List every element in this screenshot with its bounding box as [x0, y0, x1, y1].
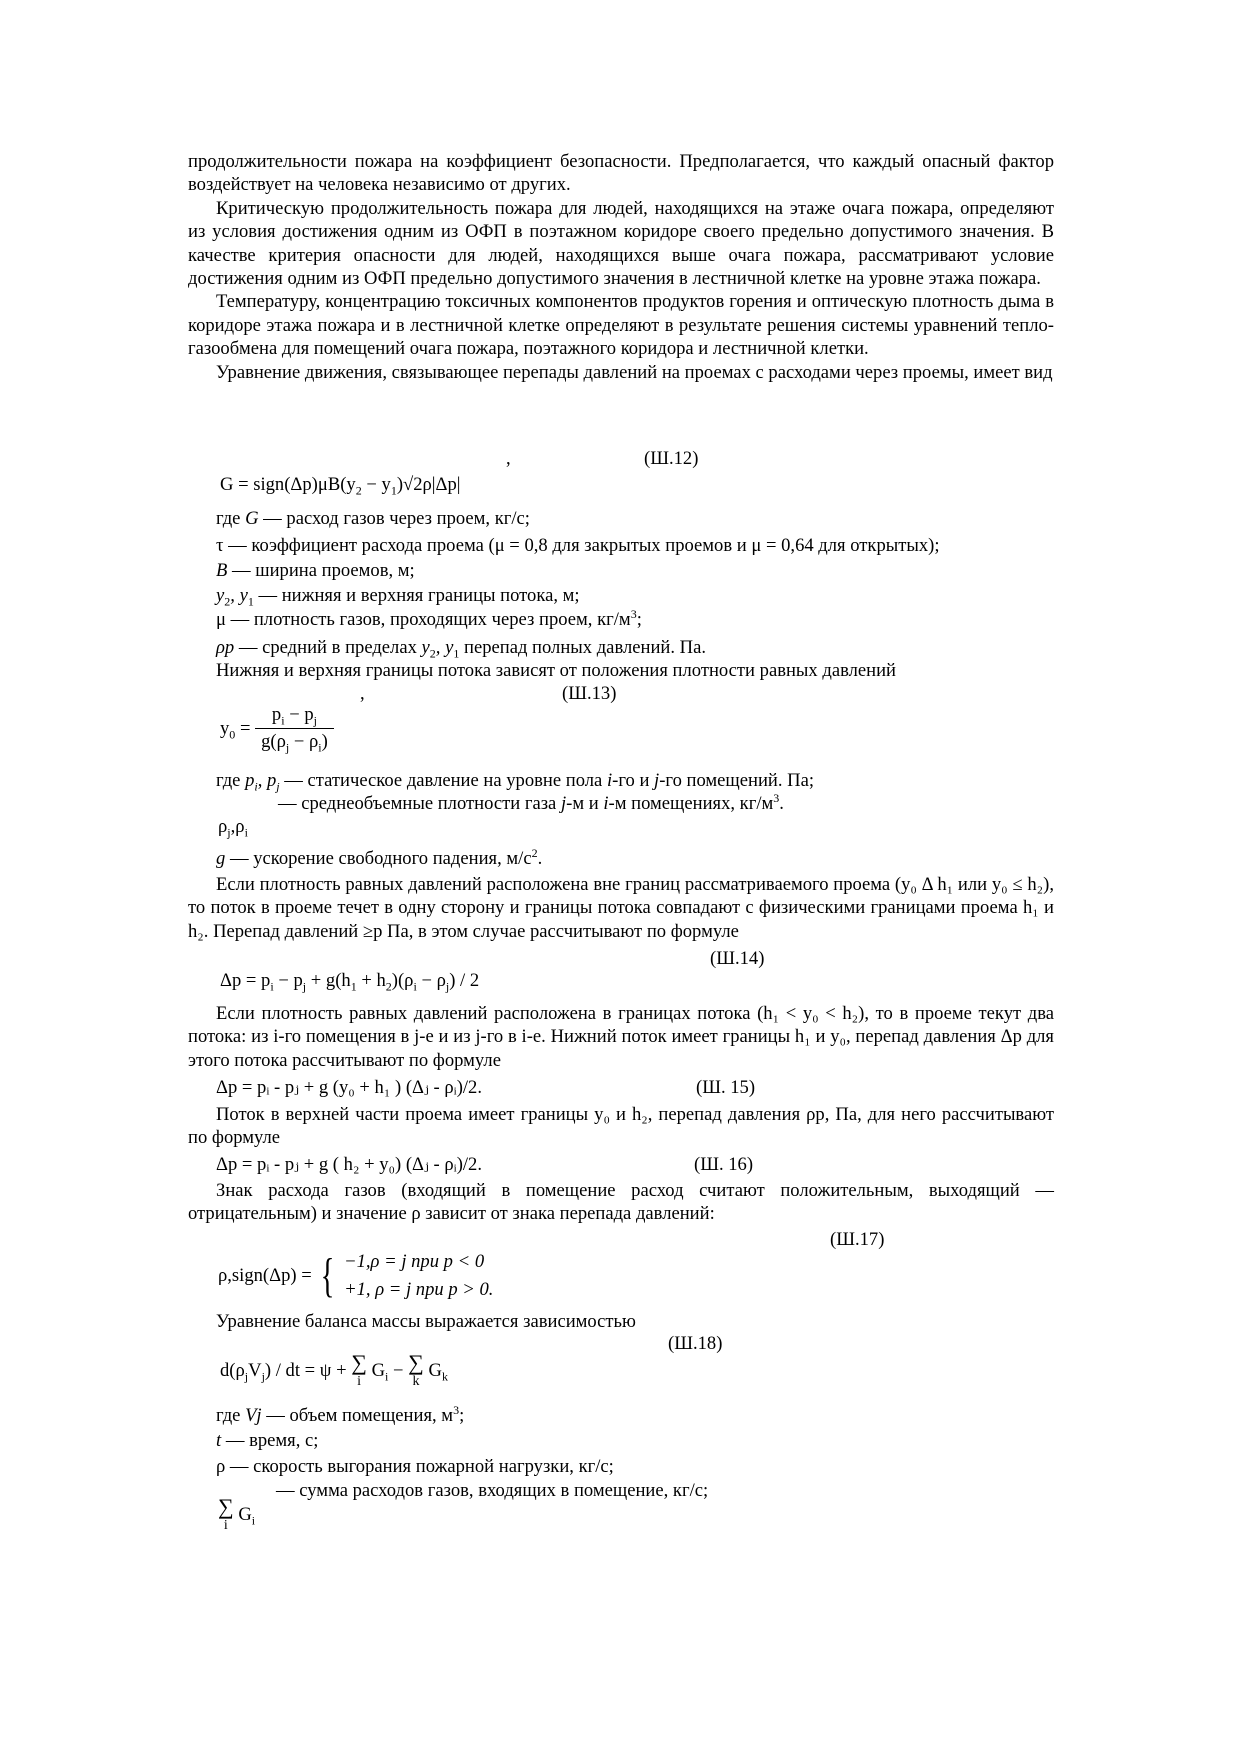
def-symbol: y: [421, 637, 430, 658]
eq13-part: p: [271, 704, 282, 725]
eq13-part: ): [321, 731, 328, 752]
eq18-sub: k: [441, 1369, 448, 1384]
def-g: [216, 845, 543, 870]
def-v: [216, 1402, 465, 1427]
def-text: -м помещениях, кг/м: [608, 793, 774, 814]
def-text: — ускорение свободного падения, м/с: [225, 848, 532, 869]
paragraph-9: Знак расхода газов (входящий в помещение расход считают положительным, выходящий — отрицательным) и значение ρ зависит от знака перепада давлений:: [188, 1180, 1054, 1225]
eq13-part: − ρ: [289, 731, 319, 752]
eq-part: G: [238, 1504, 252, 1525]
equation-12: [220, 474, 460, 496]
def-text: -го и: [612, 770, 655, 791]
def-sub: i: [254, 779, 258, 794]
eq14-part: Δp = p: [220, 970, 271, 991]
eq13-numerator: [255, 704, 334, 729]
def-symbol: g: [216, 848, 226, 869]
def-text: где: [216, 508, 246, 529]
document-page: [188, 150, 1054, 384]
def-sup: 3: [453, 1402, 460, 1417]
def-text: .: [537, 848, 543, 869]
eq13-sub: 0: [229, 727, 236, 742]
def-symbol: , y: [435, 637, 454, 658]
eq12-part: )√2ρ|Δp|: [396, 474, 461, 495]
equation-17: [218, 1248, 493, 1304]
eq13-part: g(ρ: [261, 731, 286, 752]
def-symbol: i: [603, 793, 609, 814]
eq14-label: (Ш.14): [710, 948, 765, 969]
eq14-part: ) / 2: [449, 970, 480, 991]
sum-gi: [218, 1496, 234, 1534]
eq14-part: − ρ: [416, 970, 446, 991]
def-b: [216, 560, 415, 582]
eq14-sub: j: [302, 979, 307, 994]
paragraph-6: Если плотность равных давлений расположена вне границ рассматриваемого проема (y₀ Δ h₁ или y₀ ≤ h₂), то поток в проеме течет в одну сторону и границы потока совпадают с физическими границами проема h₁ и h₂. Перепад давлений ≥p Па, в этом случае рассчитывают по формуле: [188, 874, 1054, 942]
def-symbol: y: [216, 585, 225, 606]
eq14-part: + h: [356, 970, 386, 991]
eq18-term-gk: [429, 1360, 448, 1382]
equation-18: [220, 1352, 448, 1390]
def-rho: [278, 790, 784, 815]
eq12-part: G = sign(Δp)μB(y: [220, 474, 356, 495]
paragraph-4: Уравнение движения, связывающее перепады давлений на проемах с расходами через проемы, имеет вид: [216, 361, 1053, 383]
def-rho-burn: ρ — скорость выгорания пожарной нагрузки, кг/с;: [216, 1456, 614, 1477]
eq12-sub1: 1: [390, 483, 397, 498]
eq18-sum-i: [351, 1352, 367, 1390]
def-sub: 1: [453, 646, 460, 661]
sigma-icon: ∑: [351, 1350, 367, 1375]
paragraph-7-block: [188, 1002, 1054, 1072]
def-symbol: G: [245, 508, 259, 529]
eq14-sub: i: [270, 979, 274, 994]
paragraph-8: Поток в верхней части проема имеет границы y₀ и h₂, перепад давления ρp, Па, для него рассчитывают по формуле: [188, 1104, 1054, 1149]
def-symbol: p: [245, 770, 255, 791]
paragraph-10: Уравнение баланса массы выражается зависимостью: [216, 1311, 636, 1332]
eq13-sub: i: [318, 740, 322, 755]
eq13-denominator: [255, 729, 334, 753]
def-tau: τ — коэффициент расхода проема (μ = 0,8 для закрытых проемов и μ = 0,64 для открытых);: [216, 535, 940, 556]
sum-gi-term: [238, 1504, 255, 1526]
eq18-label: (Ш.18): [668, 1333, 723, 1354]
eq12-comma: ,: [506, 448, 511, 469]
def-text: — расход газов через проем, кг/с;: [258, 508, 530, 529]
def-sub: 2: [429, 646, 436, 661]
def-text: ;: [636, 609, 642, 630]
def-p: [216, 770, 814, 792]
eq13-part: =: [235, 717, 251, 739]
eq-sub: i: [251, 1513, 256, 1528]
def-rp: [216, 637, 706, 659]
def-text: μ — плотность газов, проходящих через проем, кг/м: [216, 609, 631, 630]
def-symbol: B: [216, 560, 228, 581]
eq13-label: (Ш.13): [562, 683, 617, 704]
eq12-part: − y: [361, 474, 391, 495]
eq13-part: y: [220, 717, 230, 739]
paragraph-6-block: [188, 873, 1054, 943]
def-symbol: ρp: [216, 637, 235, 658]
def-y: [216, 585, 580, 607]
eq17-case-2: +1, ρ = j при p > 0.: [344, 1279, 494, 1300]
eq13-fraction: [255, 704, 334, 753]
eq18-sub: j: [261, 1369, 265, 1384]
eq15-label: (Ш. 15): [696, 1077, 756, 1098]
def-symbol: , y: [230, 585, 248, 606]
def-sup: 3: [630, 606, 637, 621]
eq18-part: ) / dt = ψ +: [264, 1360, 347, 1381]
def-sub: 2: [224, 594, 231, 609]
def-mu: [216, 606, 642, 631]
eq17-cases: [344, 1248, 493, 1304]
def-text: — время, с;: [221, 1430, 319, 1451]
eq18-sub: i: [385, 1369, 389, 1384]
def-symbol: i: [606, 770, 613, 791]
eq13-sub: j: [313, 713, 317, 728]
eq14-part: + g(h: [306, 970, 351, 991]
def-t: [216, 1430, 318, 1452]
sigma-icon: ∑: [408, 1350, 424, 1375]
eq13-part: − p: [284, 704, 314, 725]
eq16-label: (Ш. 16): [694, 1154, 754, 1175]
eq17-lhs: ρ,sign(Δp) =: [218, 1265, 312, 1286]
sum-index: i: [223, 1518, 228, 1533]
def-text: — среднеобъемные плотности газа: [278, 793, 561, 814]
eq14-part: )(ρ: [391, 970, 414, 991]
equation-14: [220, 970, 479, 992]
paragraph-2: Критическую продолжительность пожара для людей, находящихся на этаже очага пожара, определяют из условия достижения одним из ОФП в поэтажном коридоре своего предельно допустимого значения. В качестве критерия опасности для людей, находящихся выше очага пожара, рассматривают условие достижения одним из ОФП предельно допустимого значения в лестничной клетке на уровне этажа пожара.: [188, 197, 1054, 290]
paragraph-7: Если плотность равных давлений расположена в границах потока (h₁ < y₀ < h₂), то в проеме текут два потока: из i-го помещения в j-е и из j-го в i-е. Нижний поток имеет границы h₁ и y₀, перепад давления Δp для этого потока рассчитывают по формуле: [188, 1003, 1054, 1071]
eq17-label: (Ш.17): [830, 1229, 885, 1250]
def-sup: 2: [531, 845, 538, 860]
eq13-sub: i: [281, 713, 285, 728]
def-text: — статическое давление на уровне пола: [279, 770, 607, 791]
sigma-icon: ∑: [218, 1494, 234, 1519]
def-text: .: [779, 793, 784, 814]
def-sup: 3: [773, 790, 780, 805]
def-symbol: p: [267, 770, 277, 791]
eq18-part: V: [248, 1360, 262, 1381]
eq-sub: i: [244, 825, 248, 840]
equation-15: Δp = pᵢ - pⱼ + g (y₀ + h₁ ) (Δⱼ - ρᵢ)/2.: [216, 1077, 482, 1098]
def-sum: — сумма расходов газов, входящих в помещение, кг/с;: [276, 1480, 709, 1501]
paragraph-5: Нижняя и верхняя границы потока зависят от положения плотности равных давлений: [216, 660, 896, 681]
sum-index: k: [412, 1374, 420, 1389]
eq-part: ρ: [218, 816, 228, 837]
def-text: ;: [459, 1405, 465, 1426]
def-text: — ширина проемов, м;: [227, 560, 415, 581]
eq13-sub: j: [285, 740, 290, 755]
eq18-part: d(ρ: [220, 1360, 245, 1381]
equation-16: Δp = pᵢ - pⱼ + g ( h₂ + y₀) (Δⱼ - ρᵢ)/2.: [216, 1154, 482, 1175]
eq14-sub: j: [445, 979, 450, 994]
paragraph-1: продолжительности пожара на коэффициент безопасности. Предполагается, что каждый опасный фактор воздействует на человека независимо от других.: [188, 151, 1054, 196]
def-symbol: Vj: [245, 1405, 262, 1426]
def-text: — средний в пределах: [234, 637, 422, 658]
eq18-part: G: [428, 1360, 442, 1381]
def-sub: j: [276, 779, 280, 794]
def-text: -го помещений. Па;: [659, 770, 814, 791]
eq12-label: (Ш.12): [644, 448, 699, 469]
equation-13: [220, 704, 334, 753]
paragraph-8-block: [188, 1103, 1054, 1150]
def-text: -м и: [566, 793, 604, 814]
def-sub: 1: [247, 594, 254, 609]
def-text: ,: [257, 770, 267, 791]
def-text: где: [216, 1405, 246, 1426]
eq18-sum-k: [408, 1352, 424, 1390]
eq18-lhs: [220, 1360, 347, 1382]
def-text: перепад полных давлений. Па.: [459, 637, 706, 658]
eq14-sub: i: [413, 979, 417, 994]
paragraph-3: Температуру, концентрацию токсичных компонентов продуктов горения и оптическую плотность дыма в коридоре этажа пожара и в лестничной клетке определяют в результате решения системы уравнений тепло-газообмена для помещений очага пожара, поэтажного коридора и лестничной клетки.: [188, 291, 1054, 360]
def-text: где: [216, 770, 246, 791]
eq18-part: G: [371, 1360, 386, 1381]
def-symbol: j: [560, 793, 567, 814]
eq18-part: −: [388, 1360, 404, 1381]
eq17-case-1: −1,ρ = j при p < 0: [344, 1251, 485, 1272]
eq14-sub: 1: [350, 979, 357, 994]
def-text: — объем помещения, м: [261, 1405, 454, 1426]
def-symbol: t: [216, 1430, 222, 1451]
eq14-part: − p: [273, 970, 303, 991]
eq18-term-gi: [372, 1360, 404, 1382]
sum-index: i: [357, 1374, 362, 1389]
sum-gi-symbol: [218, 1496, 255, 1534]
eq12-sub2: 2: [355, 483, 362, 498]
def-g-flow: [216, 508, 530, 530]
def-text: — нижняя и верхняя границы потока, м;: [253, 585, 580, 606]
def-symbol: j: [654, 770, 660, 791]
paragraph-9-block: [188, 1179, 1054, 1226]
eq14-sub: 2: [385, 979, 392, 994]
eq-sub: j: [227, 825, 231, 840]
eq18-sub: j: [244, 1369, 249, 1384]
eq17-brace: {: [320, 1249, 335, 1302]
eq13-lhs: [220, 718, 250, 740]
eq13-comma: ,: [360, 683, 365, 704]
rho-ji-symbol: [218, 816, 248, 838]
eq-part: ,ρ: [230, 816, 245, 837]
